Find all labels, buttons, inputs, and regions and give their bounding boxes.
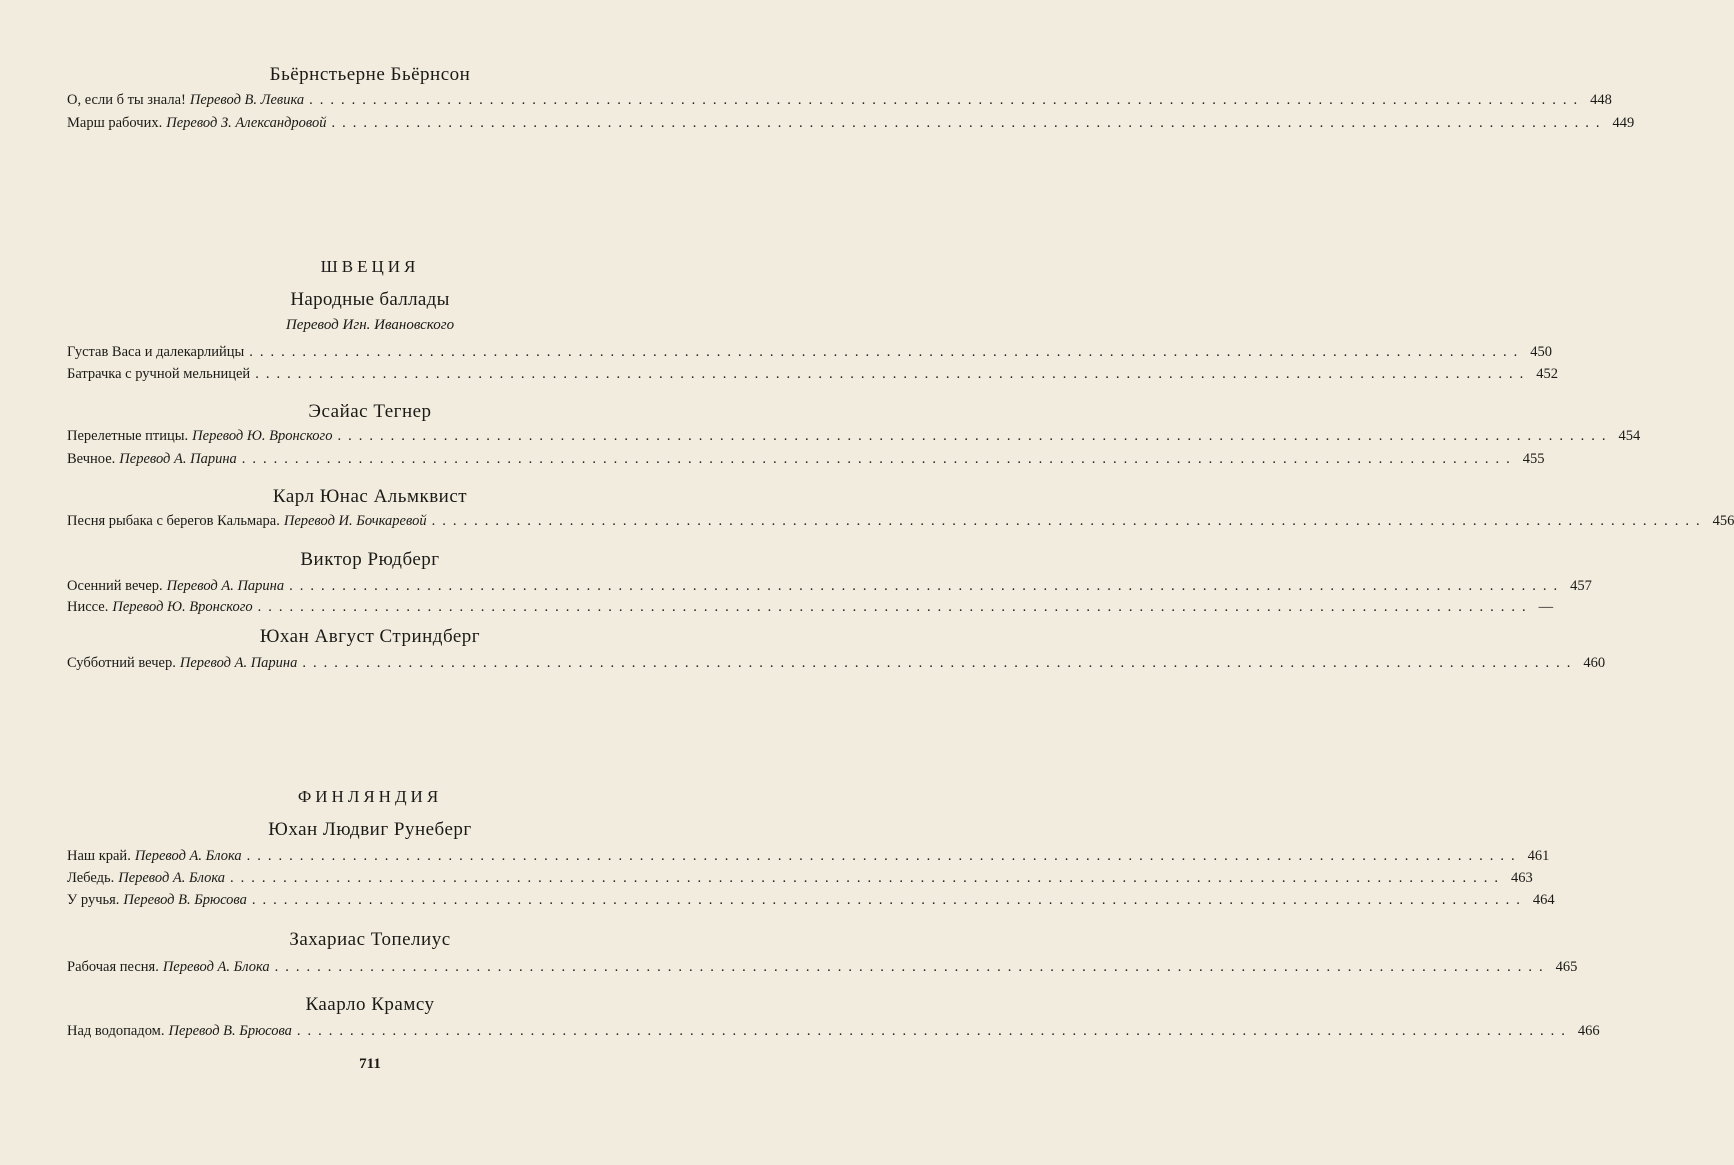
toc-entry xyxy=(67,599,1554,619)
toc-entry xyxy=(67,959,1578,979)
dot-leader: ........................................................................................................................ xyxy=(249,344,1525,360)
entry-title: О, если б ты знала! xyxy=(67,92,186,108)
entry-page: 455 xyxy=(1522,451,1545,467)
entry-translator: Перевод А. Блока xyxy=(118,870,226,886)
dot-leader: ........................................................................................................................ xyxy=(257,599,1533,615)
entry-page: 454 xyxy=(1618,428,1641,444)
entry-title: Марш рабочих. xyxy=(67,115,163,131)
toc-entry xyxy=(67,115,1635,135)
entry-translator: Перевод В. Брюсова xyxy=(123,892,247,908)
page-number: 711 xyxy=(359,1056,381,1072)
author-heading: Захариас Топелиус xyxy=(289,929,451,950)
toc-entry xyxy=(67,366,1558,386)
dot-leader: ........................................................................................................................ xyxy=(296,1023,1572,1039)
entry-translator: Перевод А. Парина xyxy=(119,451,237,467)
toc-entry xyxy=(67,1023,1600,1043)
entry-title: Осенний вечер. xyxy=(67,578,163,594)
dot-leader: ........................................................................................................................ xyxy=(274,959,1550,975)
entry-page: 461 xyxy=(1527,848,1550,864)
author-heading: Юхан Август Стриндберг xyxy=(259,626,481,647)
author-heading: Каарло Крамсу xyxy=(305,994,435,1015)
author-heading: Виктор Рюдберг xyxy=(300,549,440,570)
author-heading: Эсайас Тегнер xyxy=(308,401,432,422)
entry-title: Вечное. xyxy=(67,451,116,467)
entry-page: 452 xyxy=(1536,366,1558,382)
entry-title: Субботний вечер. xyxy=(67,655,176,671)
entry-title: Наш край. xyxy=(67,848,131,864)
entry-page: 456 xyxy=(1712,513,1734,529)
entry-page: 460 xyxy=(1583,655,1606,671)
dot-leader: ........................................................................................................................ xyxy=(331,115,1607,131)
entry-translator: Перевод А. Блока xyxy=(134,848,242,864)
entry-page: 449 xyxy=(1612,115,1635,131)
entry-page: 465 xyxy=(1555,959,1578,975)
toc-entry xyxy=(67,848,1550,868)
entry-translator: Перевод А. Парина xyxy=(166,578,285,594)
entry-title: Перелетные птицы. xyxy=(67,428,189,444)
author-heading: Карл Юнас Альмквист xyxy=(272,486,468,507)
entry-title: Над водопадом. xyxy=(67,1023,165,1039)
dot-leader: ........................................................................................................................ xyxy=(337,428,1613,444)
toc-entry xyxy=(67,892,1555,912)
toc-entry xyxy=(67,92,1612,112)
entry-page: 463 xyxy=(1511,870,1533,886)
entry-title: Рабочая песня. xyxy=(67,959,159,975)
entry-title: Песня рыбака с берегов Кальмара. xyxy=(67,513,280,529)
dot-leader: ........................................................................................................................ xyxy=(230,870,1506,886)
entry-page: 450 xyxy=(1530,344,1553,360)
dot-leader: ........................................................................................................................ xyxy=(302,655,1578,671)
entry-translator: Перевод И. Бочкаревой xyxy=(283,513,427,529)
dot-leader: ........................................................................................................................ xyxy=(255,366,1531,382)
entry-page: — xyxy=(1538,599,1554,615)
entry-page: 466 xyxy=(1577,1023,1600,1039)
entry-title: Ниссе. xyxy=(67,599,109,615)
country-heading: ШВЕЦИЯ xyxy=(320,257,420,276)
author-heading: Бьёрнстьерне Бьёрнсон xyxy=(269,64,471,85)
entry-translator: Перевод З. Александровой xyxy=(166,115,327,131)
entry-translator: Перевод В. Левика xyxy=(189,92,305,108)
entry-page: 457 xyxy=(1570,578,1592,594)
country-heading: ФИНЛЯНДИЯ xyxy=(297,787,443,806)
entry-page: 464 xyxy=(1532,892,1555,908)
dot-leader: ........................................................................................................................ xyxy=(289,578,1565,594)
entry-title: Батрачка с ручной мельницей xyxy=(67,366,251,382)
toc-entry xyxy=(67,655,1606,675)
toc-entry xyxy=(67,428,1641,448)
entry-translator: Перевод А. Блока xyxy=(162,959,270,975)
entry-page: 448 xyxy=(1590,92,1612,108)
author-heading: Юхан Людвиг Рунеберг xyxy=(268,819,472,840)
section-heading: Народные баллады xyxy=(290,289,450,310)
entry-title: Лебедь. xyxy=(67,870,115,886)
entry-title: Густав Васа и далекарлийцы xyxy=(67,344,245,360)
section-translator: Перевод Игн. Ивановского xyxy=(285,317,455,333)
entry-translator: Перевод А. Парина xyxy=(179,655,298,671)
entry-translator: Перевод Ю. Вронского xyxy=(192,428,333,444)
dot-leader: ........................................................................................................................ xyxy=(251,892,1527,908)
toc-entry xyxy=(67,451,1545,471)
dot-leader: ........................................................................................................................ xyxy=(431,513,1707,529)
toc-entry xyxy=(67,870,1533,890)
toc-entry xyxy=(67,578,1592,598)
dot-leader: ........................................................................................................................ xyxy=(241,451,1517,467)
dot-leader: ........................................................................................................................ xyxy=(246,848,1522,864)
dot-leader: ........................................................................................................................ xyxy=(309,92,1585,108)
toc-entry xyxy=(67,344,1553,364)
entry-translator: Перевод Ю. Вронского xyxy=(112,599,253,615)
entry-translator: Перевод В. Брюсова xyxy=(168,1023,292,1039)
entry-title: У ручья. xyxy=(67,892,120,908)
toc-entry xyxy=(67,513,1734,533)
